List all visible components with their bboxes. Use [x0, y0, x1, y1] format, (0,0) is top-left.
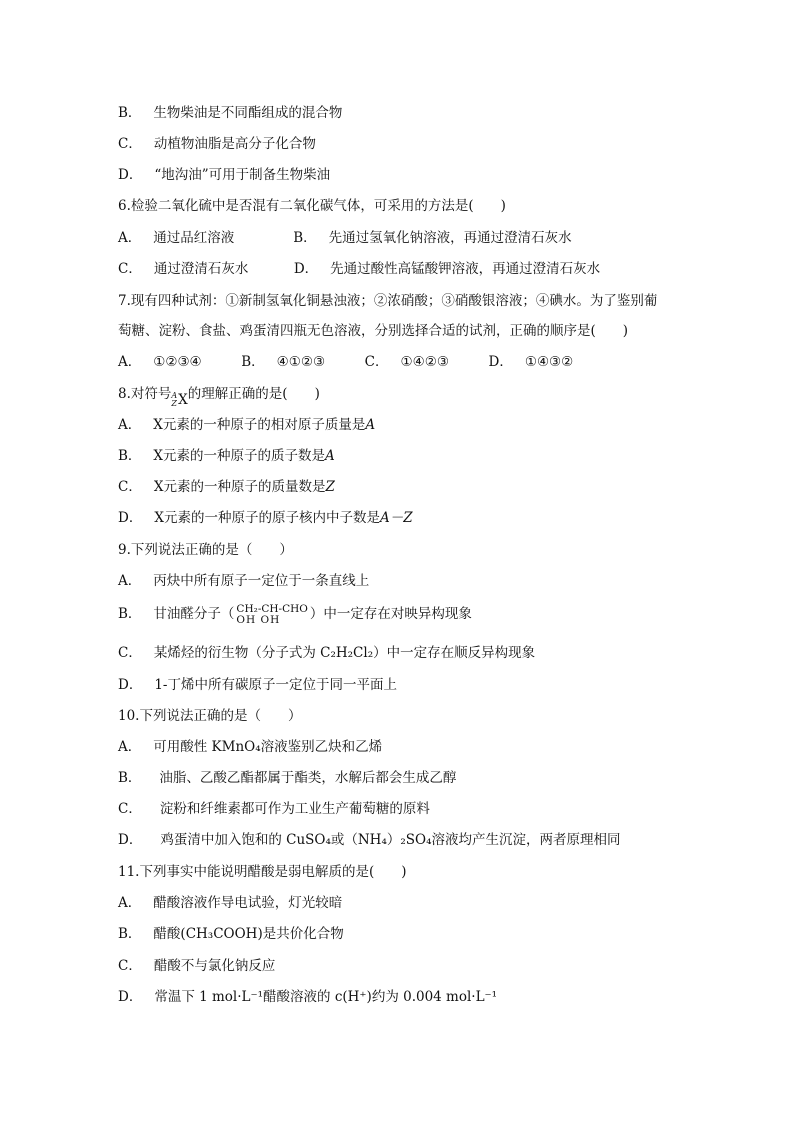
- q7-stem-line2: 萄糖、淀粉、食盐、鸡蛋清四瓶无色溶液，分别选择合适的试剂，正确的顺序是( ): [118, 323, 629, 339]
- q10-option-d: D． 鸡蛋清中加入饱和的 CuSO₄或（NH₄）₂SO₄溶液均产生沉淀，两者原理相同: [118, 832, 621, 848]
- q9-option-b: B． 甘油醛分子（ CH₂-CH-CHO OH OH ）中一定存在对映异构现象: [118, 602, 472, 626]
- q9-stem: 9.下列说法正确的是（ ）: [118, 542, 293, 558]
- q6-option-c-text: 通过澄清石灰水: [153, 261, 249, 277]
- nuclide-symbol: A Z X: [171, 391, 188, 408]
- q9-option-c: C． 某烯烃的衍生物（分子式为 C₂H₂Cl₂）中一定存在顺反异构现象: [118, 645, 536, 661]
- q5-option-c: C． 动植物油脂是高分子化合物: [118, 136, 316, 152]
- q8-option-a: A． X元素的一种原子的相对原子质量是A: [118, 417, 376, 433]
- q10-option-a: A． 可用酸性 KMnO₄溶液鉴别乙炔和乙烯: [118, 739, 383, 755]
- q5-option-d: D． “地沟油”可用于制备生物柴油: [118, 167, 331, 183]
- q6-option-d-text: 先通过酸性高锰酸钾溶液，再通过澄清石灰水: [330, 261, 601, 277]
- q9-option-a: A． 丙炔中所有原子一定位于一条直线上: [118, 573, 370, 589]
- q11-option-c: C． 醋酸不与氯化钠反应: [118, 958, 276, 974]
- q5-option-b: B． 生物柴油是不同酯组成的混合物: [118, 105, 343, 121]
- q11-option-a: A． 醋酸溶液作导电试验，灯光较暗: [118, 895, 343, 911]
- glyceraldehyde-formula: CH₂-CH-CHO OH OH: [236, 602, 308, 626]
- q6-options-ab: A． 通过品红溶液 B． 先通过氢氧化钠溶液，再通过澄清石灰水: [118, 230, 572, 246]
- q6-options-cd: C． 通过澄清石灰水 D． 先通过酸性高锰酸钾溶液，再通过澄清石灰水: [118, 261, 601, 277]
- q6-option-a-text: 通过品红溶液: [153, 230, 235, 246]
- q8-stem: 8.对符号 A Z X 的理解正确的是( ): [118, 386, 320, 408]
- q10-option-b: B． 油脂、乙酸乙酯都属于酯类，水解后都会生成乙醇: [118, 770, 457, 786]
- q11-option-d: D． 常温下 1 mol·L⁻¹醋酸溶液的 c(H⁺)约为 0.004 mol·L⁻¹: [118, 989, 498, 1005]
- q7-stem-line1: 7.现有四种试剂：①新制氢氧化铜悬浊液；②浓硝酸；③硝酸银溶液；④碘水。为了鉴别葡: [118, 293, 658, 309]
- q6-stem: 6.检验二氧化硫中是否混有二氧化碳气体，可采用的方法是( ): [118, 198, 506, 214]
- q7-options: A． ①②③④ B． ④①②③ C． ①④②③ D． ①④③②: [118, 354, 574, 370]
- q10-stem: 10.下列说法正确的是（ ）: [118, 708, 302, 724]
- q11-stem: 11.下列事实中能说明醋酸是弱电解质的是( ): [118, 864, 407, 880]
- q8-option-c: C． X元素的一种原子的质量数是Z: [118, 479, 335, 495]
- q6-option-b-text: 先通过氢氧化钠溶液，再通过澄清石灰水: [328, 230, 572, 246]
- q9-option-d: D． 1-丁烯中所有碳原子一定位于同一平面上: [118, 677, 397, 693]
- q8-option-b: B． X元素的一种原子的质子数是A: [118, 448, 335, 464]
- q8-option-d: D． X元素的一种原子的原子核内中子数是A－Z: [118, 510, 413, 526]
- q10-option-c: C． 淀粉和纤维素都可作为工业生产葡萄糖的原料: [118, 801, 430, 817]
- q11-option-b: B． 醋酸(CH₃COOH)是共价化合物: [118, 926, 344, 942]
